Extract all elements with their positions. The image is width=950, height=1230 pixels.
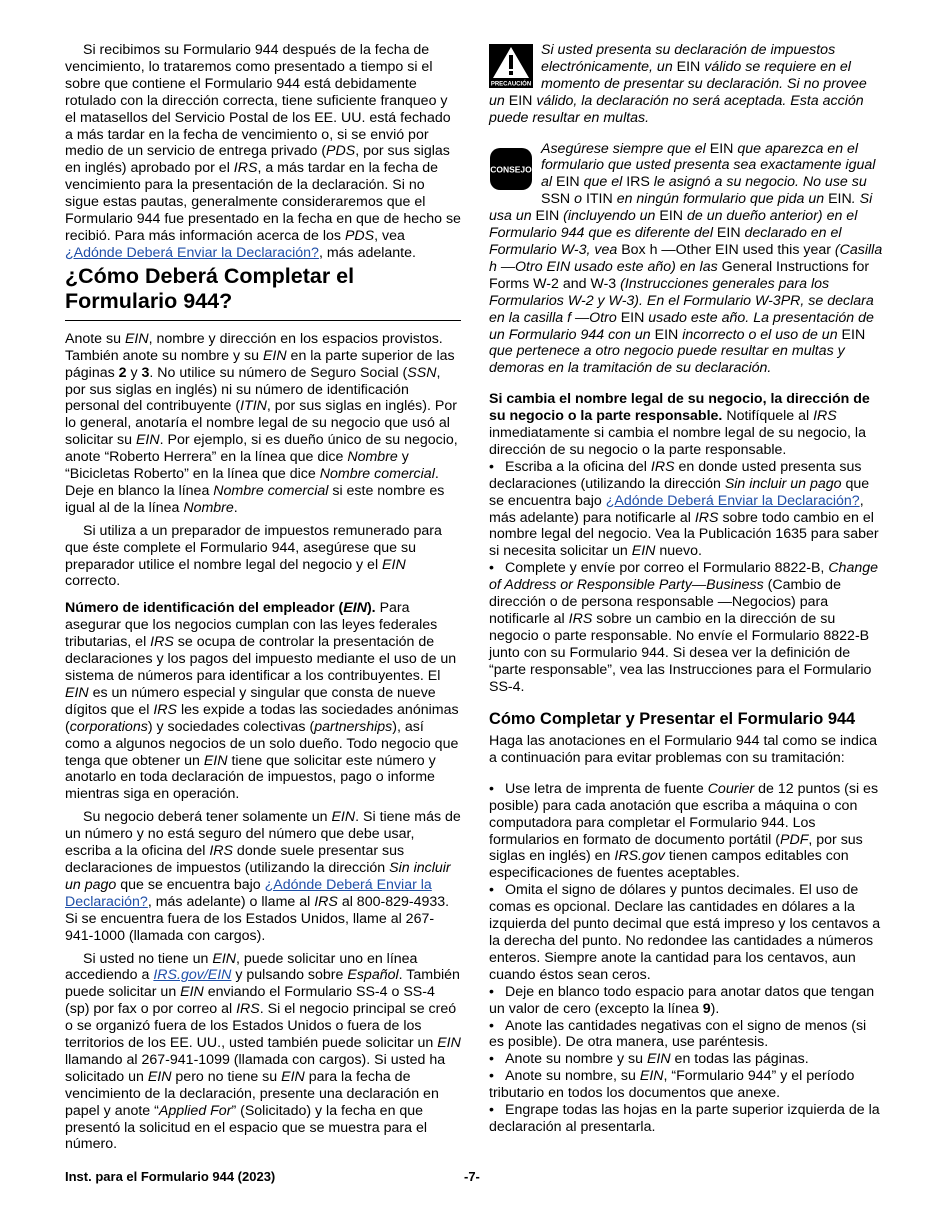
where-to-file-link[interactable]: ¿Adónde Deberá Enviar la Declaración? [605,492,860,509]
bullet-icon: • [489,458,494,475]
list-item: • Escriba a la oficina del IRS en donde usted presenta sus declaraciones (utilizando la dirección Sin incluir un pago que se encuentra bajo ¿Adónde Deberá Enviar la Declaración?, más adelante) para notificarle al IRS sobre todo cambio en el nombre legal del negocio. Vea la Publicación 1635 para saber si necesita solicitar un EIN nuevo. [489,458,879,560]
left-column [65,42,461,1153]
caution-note: PRECAUCIÓN Si usted presenta su declaración de impuestos electrónicamente, un EIN válido se requiere en el momento de presentar su declaración. Si no provee un EIN válido, la declaración no será aceptada. Esta acción puede resultar en multas. [489,42,867,126]
list-item: • Use letra de imprenta de fuente Courier de 12 puntos (si es posible) para cada anotación que escriba a máquina o con computadora para completar el Formulario 944. Los formularios en formato de documento portátil (PDF, por sus siglas en inglés) en IRS.gov tienen campos editables con especificaciones de fuentes aceptables. [489,780,879,882]
bullet-icon: • [489,1051,494,1068]
list-item: • Anote su nombre y su EIN en todas las páginas. [489,1051,809,1068]
paragraph-enter-ein: Anote su EIN, nombre y dirección en los espacios provistos. También anote su nombre y su EIN en la parte superior de las páginas 2 y 3. No utilice su número de Seguro Social (SSN, por sus siglas en inglés) ni su número de identificación personal del contribuyente (ITIN, por sus siglas en inglés). Por lo general, anotaría el nombre legal de su negocio que usó al solicitar su EIN. Por ejemplo, si es dueño único de su negocio, anote “Roberto Herrera” en la línea que dice Nombre y “Bicicletas Roberto” en la línea que dice Nombre comercial. Deje en blanco la línea Nombre comercial si este nombre es igual al de la línea Nombre. [65,330,458,516]
paragraph-name-change: Si cambia el nombre legal de su negocio, la dirección de su negocio o la parte responsable. Notifíquele al IRS inmediatamente si cambia el nombre legal de su negocio, la dirección de su negocio o la parte responsable. [489,391,870,458]
list-item: • Omita el signo de dólares y puntos decimales. El uso de comas es opcional. Declare las cantidades en dólares a la izquierda del punto decimal que está impreso y los centavos a la derecha del punto. No redondee las cantidades a números enteros. Siempre anote la cantidad para los centavos, aun cuando éstos sean ceros. [489,882,881,983]
page-number: -7- [464,1169,480,1184]
svg-text:PRECAUCIÓN: PRECAUCIÓN [490,81,532,88]
tip-icon [489,147,533,191]
paragraph-paid-preparer: Si utiliza a un preparador de impuestos remunerado para que éste complete el Formulario 944, asegúrese que su preparador utilice el nombre legal del negocio y el EIN correcto. [65,522,442,590]
bullet-icon: • [489,1068,494,1085]
footer-form-title: Inst. para el Formulario 944 (2023) [65,1169,276,1184]
where-to-file-link[interactable]: ¿Adónde Deberá Enviar la Declaración? [65,244,319,261]
where-to-file-link[interactable]: ¿Adónde Deberá Enviar la Declaración? [65,876,432,910]
list-item: • Anote su nombre, su EIN, “Formulario 944” y el período tributario en todos los documentos que anexe. [489,1068,855,1102]
irs-gov-ein-link[interactable]: IRS.gov/EIN [153,967,232,984]
paragraph-intro: Haga las anotaciones en el Formulario 944 tal como se indica a continuación para evitar problemas con su tramitación: [489,733,878,766]
list-item: • Deje en blanco todo espacio para anotar datos que tengan un valor de cero (excepto la línea 9). [489,983,875,1017]
paragraph-late-filing: Si recibimos su Formulario 944 después de la fecha de vencimiento, lo trataremos como presentado a tiempo si el sobre que contiene el Formulario 944 está debidamente rotulado con la dirección correcta, tiene suficiente franqueo y el matasellos del Servicio Postal de los EE. UU. está fechado a más tardar en la fecha de vencimiento o, si se envió por medio de un servicio de entrega privado (PDS, por sus siglas en inglés) aprobado por el IRS, a más tardar en la fecha de vencimiento para la presentación de la declaración. Si no sigue estas pautas, generalmente consideraremos que el Formulario 944 fue presentado en la fecha en que de hecho se recibió. Para más información acerca de los PDS, vea ¿Adónde Deberá Enviar la Declaración?, más adelante. [65,42,461,261]
paragraph-one-ein: Su negocio deberá tener solamente un EIN. Si tiene más de un número y no está seguro del número que debe usar, escriba a la oficina del IRS donde suele presentar sus declaraciones de impuestos (utilizando la dirección Sin incluir un pago que se encuentra bajo ¿Adónde Deberá Enviar la Declaración?, más adelante) o llame al IRS al 800-829-4933. Si se encuentra fuera de los Estados Unidos, llame al 267-941-1000 (llamada con cargos). [65,809,461,944]
svg-text:CONSEJO: CONSEJO [490,164,532,175]
list-item: • Engrape todas las hojas en la parte superior izquierda de la declaración al presentarla. [489,1102,880,1135]
bullet-icon: • [489,560,494,577]
bullet-icon: • [489,780,494,797]
section-heading-complete-file: Cómo Completar y Presentar el Formulario 944 [489,709,856,728]
bullet-icon: • [489,1017,494,1034]
paragraph-ein-definition: Número de identificación del empleador (EIN). Para asegurar que los negocios cumplan con las leyes federales tributarias, el IRS se ocupa de controlar la presentación de declaraciones y los pagos del impuesto mediante el uso de un sistema de números para identificar a los contribuyentes. El EIN es un número especial y singular que consta de nueve dígitos que el IRS les expide a todas las sociedades anónimas (corporations) y sociedades colectivas (partnerships), así como a algunos negocios de un solo dueño. Todo negocio que tenga que obtener un EIN tiene que solicitar este número y anotarlo en toda declaración de impuestos, pago o informe mientras siga en operación. [65,600,459,803]
paragraph-apply-ein: Si usted no tiene un EIN, puede solicitar uno en línea accediendo a IRS.gov/EIN y pulsando sobre Español. También puede solicitar un EIN enviando el Formulario SS-4 o SS-4 (sp) por fax o por correo al IRS. Si el negocio principal se creó o se organizó fuera de los Estados Unidos o fuera de los territorios de los EE. UU., usted también puede solicitar un EIN llamando al 267-941-1099 (llamada con cargos). Si usted ha solicitado un EIN pero no tiene su EIN para la fecha de vencimiento de la declaración, presente una declaración en papel y anote “Applied For” (Solicitado) y la fecha en que presentó la solicitud en el espacio que se muestra para el número. [65,950,461,1153]
bullet-icon: • [489,882,494,899]
list-item: • Complete y envíe por correo el Formulario 8822-B, Change of Address or Responsible Party—Business (Cambio de dirección o de persona responsable —Negocios) para notificarle al IRS sobre un cambio en la dirección de su negocio o parte responsable. No envíe el Formulario 8822-B junto con su Formulario 944. Si desea ver la definición de “parte responsable”, vea las Instrucciones para el Formulario SS-4. [489,560,879,695]
tip-note: CONSEJO Asegúrese siempre que el EIN que aparezca en el formulario que usted presenta sea exactamente igual al EIN que el IRS le asignó a su negocio. No use su SSN o ITIN en ningún formulario que pida un EIN. Si usa un EIN (incluyendo un EIN de un dueño anterior) en el Formulario 944 que es diferente del EIN declarado en el Formulario W-3, vea Box h —Other EIN used this year (Casilla h —Otro EIN usado este año) en las General Instructions for Forms W-2 and W-3 (Instrucciones generales para los Formularios W-2 y W-3). En el Formulario W-3PR, se declara en la casilla f —Otro EIN usado este año. La presentación de un Formulario 944 con un EIN incorrecto o el uso de un EIN que pertenece a otro negocio puede resultar en multas y demoras en la tramitación de su declaración. [489,140,883,377]
section-heading-how-to-complete: ¿Cómo Deberá Completar el Formulario 944? [65,264,461,321]
right-column [489,42,885,1136]
bullet-icon: • [489,983,494,1000]
list-item: • Anote las cantidades negativas con el signo de menos (si es posible). De otra manera, use paréntesis. [489,1017,867,1051]
caution-icon [489,44,533,88]
bullet-icon: • [489,1102,494,1119]
